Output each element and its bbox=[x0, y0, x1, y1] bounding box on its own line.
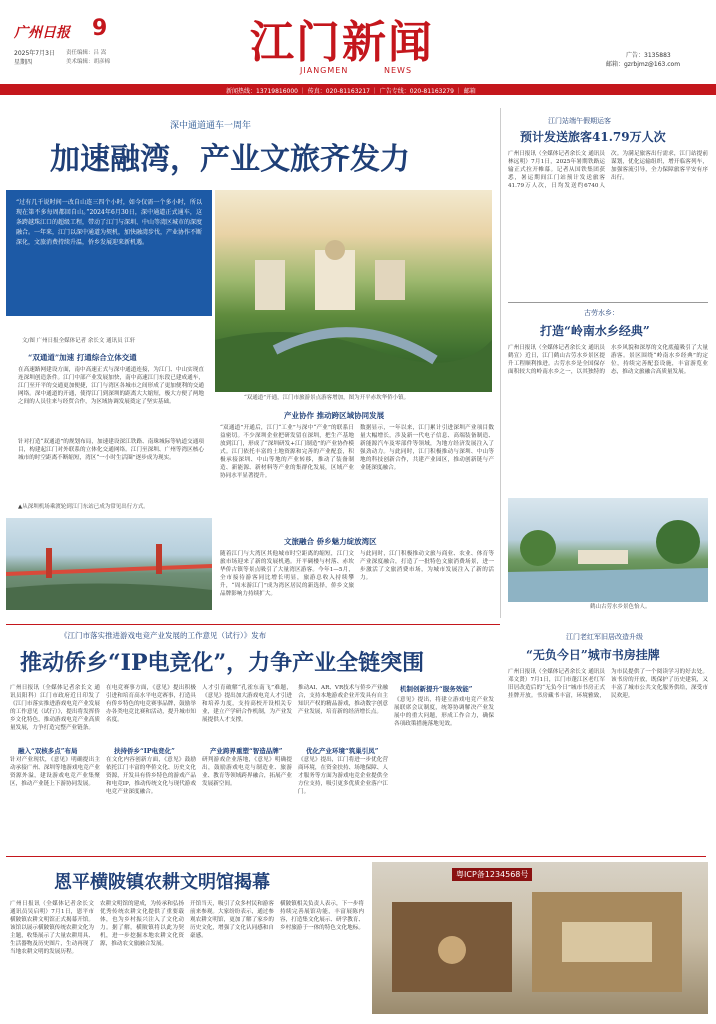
lead-byline: 文/图 广州日报全媒体记者 余长文 通讯员 江轩 bbox=[22, 338, 136, 344]
band-col2: 在电竞赛事方面，《意见》提出积极引进和培育高水平电竞赛事，打造具有侨乡特色的电竞赛事品牌，鼓励举办各类电竞比赛和活动，提升城市知名度。 bbox=[106, 685, 196, 723]
sec1-text-2: 针对打造“双通道”的规划布局，加速建设深江铁路、南珠城际等轨道交通项目，构建起江门对外联系的立体化交通网络。江门至深圳、广州等湾区核心城市的时空距离不断缩短，湾区“一小时生活圈”逐步成为现实。 bbox=[18, 439, 204, 461]
sec2-text: “双通道”开通后，江门“工业”与深中“产业”的联系日益密切。不少深圳企业把研发留在深圳，把生产基地放到江门，形成了“深圳研发+江门制造”的产业协作模式。江门依托丰富的土地资源和完善的产业配套，积极承接深圳、中山等地的产业转移，推动了装备制造、新能源、新材料等产业的集群化发展，区域产业协同水平显著提升。 bbox=[220, 425, 354, 479]
band-col2b: 在文化内容创新方面，《意见》鼓励依托江门丰富的华侨文化、历史文化资源，开发具有侨乡特色的游戏产品和电竞IP，推动传统文化与现代游戏电竞产业深度融合。 bbox=[106, 757, 196, 795]
band-col3b: 研判游戏企业落地，《意见》明确提出，鼓励游戏电竞与制造业、旅游业、教育等领域跨界融合，拓展产业发展新空间。 bbox=[202, 757, 292, 787]
sidebar2-text: 广州日报讯（全媒体记者余长文 通讯员鹤宣）近日，江门鹤山古劳水乡景区提升工程顺利推进。古劳水乡是全国保存面积较大的岭南水乡之一，以其独特的水乡风貌和深厚的文化底蕴吸引了大量游客。景区围绕“岭南水乡经典”的定位，持续完善配套设施，丰富游览业态，推动文旅融合高质量发展。 bbox=[508, 345, 708, 375]
lead-intro: “过有几千说时间一改自山连三四个小时，如今仅需一个多小时，所以现在第不多每周都回自山。”2024年6月30日，深中通道正式通车，这条跨越珠江口的超级工程，带动了江门与深圳、中山等湾区城市的深度融合。一年来，江门以深中通道为契机，加快融湾步伐，产业协作不断深化，文旅消费持续升温，侨乡发展迎来新机遇。 bbox=[16, 199, 202, 246]
issue-date: 2025年7月3日 bbox=[14, 50, 55, 57]
sidebar1-headline: 预计发送旅客41.79万人次 bbox=[520, 130, 666, 144]
page-title: 江门新闻 bbox=[250, 17, 434, 68]
museum-illustration bbox=[372, 862, 708, 1014]
band-sub3: 产业跨界重塑“智造品牌” bbox=[210, 747, 283, 755]
waterside-illustration bbox=[508, 498, 708, 602]
sec1-text: 在高速路网建设方面，南中高速正式与深中通道连接，为江门、中山实现直连深圳创造条件。江门中部产业发展加快，南中高速江门东段已建成通车，江门至开平的交通更加便捷，江门与湾区各城市之间形成了更加便利的交通网络。深中通道的开通，使得江门到深圳的距离大大缩短，极大方便了两地之间的人员往来与经贸合作，为区域协调发展奠定了坚实基础。 bbox=[18, 367, 204, 405]
sidebar-divider bbox=[500, 108, 501, 618]
bridge-illustration bbox=[6, 518, 212, 610]
ad-line-2: 邮箱：gzrbjmz@163.com bbox=[606, 61, 681, 68]
ad-code: 粤ICP备1234568号 bbox=[452, 868, 532, 881]
sidebar3-headline: “无负今日”城市书房挂牌 bbox=[526, 648, 660, 662]
band-col3: 人才引育破解“孔雀东南飞”难题，《意见》提出加大游戏电竞人才引进和培养力度，支持高校开设相关专业，建立产学研合作机制，为产业发展提供人才支撑。 bbox=[202, 685, 292, 723]
sec3-text: 随着江门与大湾区其他城市时空距离的缩短，江门文旅市场迎来了新的发展机遇。开平碉楼与村落、赤坎华侨古镇等景点吸引了大量湾区游客。今年1—5月，全市接待游客同比增长明显，旅游总收入持续攀升，“周末游江门”成为湾区居民的新选择，侨乡文旅品牌影响力持续扩大。 bbox=[220, 551, 354, 597]
sec3-text-2: 与此同时，江门积极推动文旅与商业、农业、体育等产业深度融合，打造了一批特色文旅消费场景，进一步激活了文旅消费市场，为城市发展注入了新的活力。 bbox=[360, 551, 494, 581]
band-sub4: 优化产业环境“筑巢引凤” bbox=[306, 747, 379, 755]
sec1-title: “双通道”加速 打通综合立体交通 bbox=[28, 353, 137, 362]
sidebar3-kicker: 江门老红军旧居改造升级 bbox=[566, 633, 643, 641]
sec2-text-2: 数据显示，一年以来，江门累计引进深圳产业项目数量大幅增长，涉及新一代电子信息、高端装备制造、新能源汽车及零部件等领域，为地方经济发展注入了强劲动力。与此同时，江门积极推动与深圳、中山等地的科技创新合作，共建产业园区，推动创新链与产业链深度融合。 bbox=[360, 425, 494, 471]
ad-line-1: 广告：3135883 bbox=[626, 52, 671, 59]
band-col1: 广州日报讯（全媒体记者余长文 通讯员阳科）江门市政府近日印发了《江门市落实推进游戏电竞产业发展的工作意见（试行）》，提出将发挥侨乡文化特色，推动游戏电竞产业高质量发展，力争打造完整产业链条。 bbox=[10, 685, 100, 731]
sidebar1-kicker: 江门站端午假期运客 bbox=[548, 117, 611, 125]
lead-photo bbox=[215, 190, 492, 392]
bottom-text-4: 横陂镇相关负责人表示，下一步将持续完善展馆功能，丰富展陈内容，打造集文化展示、研学教育、乡村旅游于一体的特色文化地标。 bbox=[280, 901, 364, 931]
hotline-text: 新闻热线：13719816000 ｜ 传真：020-81163217 ｜ 广告专线：020-81163279 ｜ 邮箱 bbox=[226, 88, 476, 95]
masthead bbox=[0, 0, 716, 84]
sidebar1-text: 广州日报讯（全媒体记者余长文 通讯员林远明）7月1日，2025年暑期铁路运输正式拉开帷幕。记者从国铁集团获悉，暑运期间江门站预计发送旅客41.79万人次，日均发送约6740人次。为满足旅客出行需求，江门站提前谋划，优化运输组织，增开临客列车，加强客流引导，全力保障旅客平安有序出行。 bbox=[508, 151, 708, 189]
bottom-text-2: 农耕文明馆的建成，为传承和弘扬优秀传统农耕文化提供了重要载体，也为乡村振兴注入了文化动力。据了解，横陂镇将以此为契机，进一步挖掘本地农耕文化资源，推动农文旅融合发展。 bbox=[100, 901, 184, 947]
museum-photo bbox=[372, 862, 708, 1014]
lead-photo-caption: “双通道”开通，江门市旅游景点游客增加，图为开平赤坎华侨小镇。 bbox=[244, 395, 410, 401]
brand-logo: 广州日报 bbox=[14, 25, 70, 41]
town-illustration bbox=[215, 190, 492, 392]
band-headline: 推动侨乡“IP电竞化”，力争产业全链突围 bbox=[20, 650, 425, 676]
editor-line-1: 责任编辑：吕 嵩 bbox=[66, 50, 107, 56]
small-photo-caption: ▲从深圳机场乘渡轮到江门东站已成为常见出行方式。 bbox=[18, 504, 149, 510]
subtitle-news: NEWS bbox=[384, 66, 413, 75]
band-col1b: 针对产业现状，《意见》明确提出主动承接广州、深圳等地游戏电竞产业资源外溢，建设游戏电竞产业集聚区，推动产业链上下游协同发展。 bbox=[10, 757, 100, 787]
bottom-top-rule bbox=[6, 856, 706, 857]
page-number: 9 bbox=[92, 16, 108, 41]
sidebar2-photo-caption: 鹤山古劳水乡景色怡人。 bbox=[590, 604, 651, 610]
sidebar3-text: 广州日报讯（全媒体记者余长文 通讯员邓文贤）7月1日，江门市蓬江区老红军旧居改造后的“无负今日”城市书房正式挂牌开放。书房藏书丰富，环境雅致，为市民提供了一个阅读学习的好去处。该书房的开放，既保护了历史建筑，又丰富了城市公共文化服务供给，深受市民欢迎。 bbox=[508, 669, 708, 699]
issue-weekday: 星期四 bbox=[14, 59, 33, 66]
band-col4: 推动AI、AR、VR技术与侨乡产业融合，支持本地游戏企业开发具有自主知识产权的精品游戏，推动数字创意产业发展，培育新的经济增长点。 bbox=[298, 685, 388, 715]
sidebar2-headline: 打造“岭南水乡经典” bbox=[540, 324, 650, 338]
band-col5b: 《意见》提出，将建立游戏电竞产业发展联席会议制度，统筹协调解决产业发展中的重大问题，形成工作合力，确保各项政策措施落地见效。 bbox=[394, 697, 494, 727]
bottom-text-1: 广州日报讯（全媒体记者余长文 通讯员吴启明）7月1日，恩平市横陂镇农耕文明馆正式揭幕开馆。该馆以展示横陂镇传统农耕文化为主题，收集展示了大量农耕用具、生活器物及历史图片，生动再现了当地农耕文明的发展历程。 bbox=[10, 901, 94, 955]
subtitle-jiangmen: JIANGMEN bbox=[300, 66, 349, 75]
band-sub5: 机制创新提升“服务效能” bbox=[400, 685, 473, 693]
lead-intro-box bbox=[6, 190, 212, 316]
band-sub1: 融入“双核多点”布局 bbox=[18, 747, 78, 755]
sec3-title: 文旅融合 侨乡魅力绽放湾区 bbox=[284, 537, 377, 546]
lead-kicker: 深中通道通车一周年 bbox=[170, 121, 252, 131]
bottom-text-3: 开馆当天，吸引了众多村民和游客前来参观。大家纷纷表示，通过参观农耕文明馆，更加了解了家乡的历史文化，增强了文化认同感和自豪感。 bbox=[190, 901, 274, 939]
bridge-photo bbox=[6, 518, 212, 610]
lead-headline: 加速融湾，产业文旅齐发力 bbox=[50, 142, 410, 177]
bottom-headline: 恩平横陂镇农耕文明馆揭幕 bbox=[54, 872, 270, 893]
band-sub2: 扶持侨乡“IP电竞化” bbox=[114, 747, 175, 755]
waterside-photo bbox=[508, 498, 708, 602]
band-col4b: 《意见》提出，江门将进一步优化营商环境，在资金扶持、场地保障、人才服务等方面为游戏电竞企业提供全方位支持，吸引更多优质企业落户江门。 bbox=[298, 757, 388, 795]
sec2-title: 产业协作 推动跨区域协同发展 bbox=[284, 411, 385, 420]
band-top-rule bbox=[6, 624, 500, 625]
sidebar2-kicker: 古劳水乡： bbox=[584, 309, 619, 317]
editor-line-2: 美术编辑：胡彦棉 bbox=[66, 59, 111, 65]
band-kicker: 《江门市落实推进游戏电竞产业发展的工作意见（试行）》发布 bbox=[60, 631, 267, 640]
sidebar-rule-1 bbox=[508, 302, 708, 303]
